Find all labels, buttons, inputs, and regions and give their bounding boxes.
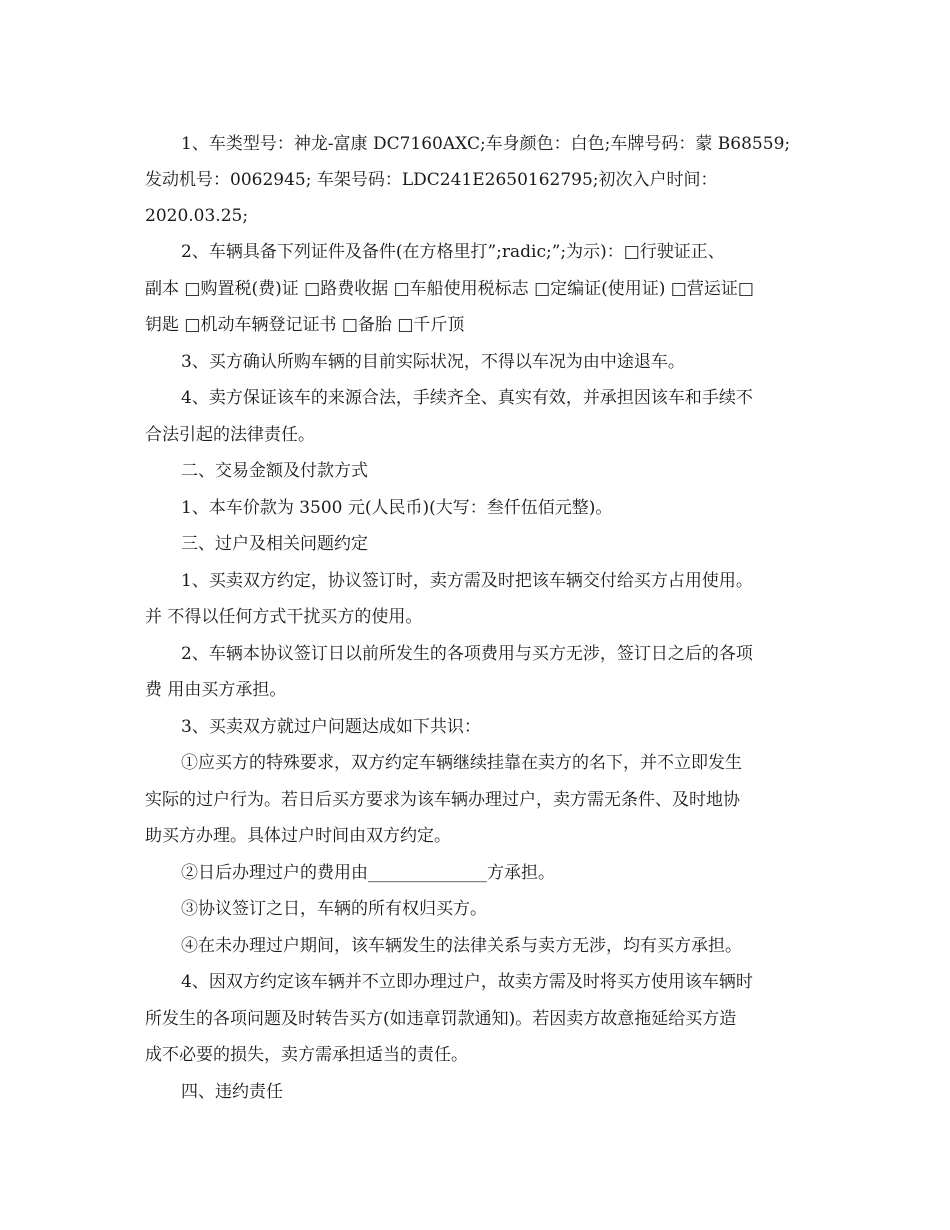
clause-buyer-confirmation: 3、买方确认所购车辆的目前实际状况，不得以车况为由中途退车。 <box>181 352 685 372</box>
clause-transfer-4-line-2: 所发生的各项问题及时转告买方(如违章罚款通知)。若因卖方故意拖延给买方造 <box>145 1009 737 1029</box>
clause-transfer-1-line-1: 1、买卖双方约定，协议签订时，卖方需及时把该车辆交付给买方占用使用。 <box>181 571 753 591</box>
consensus-item-3: ③协议签订之日，车辆的所有权归买方。 <box>181 899 487 919</box>
clause-transfer-2-line-2: 费 用由买方承担。 <box>145 680 287 700</box>
consensus-item-1-line-1: ①应买方的特殊要求，双方约定车辆继续挂靠在卖方的名下，并不立即发生 <box>181 753 742 773</box>
consensus-item-4: ④在未办理过户期间，该车辆发生的法律关系与卖方无涉，均有买方承担。 <box>181 936 742 956</box>
section-heading-transfer: 三、过户及相关问题约定 <box>181 534 368 554</box>
consensus-item-1-line-3: 助买方办理。具体过户时间由双方约定。 <box>145 826 451 846</box>
clause-price: 1、本车价款为 3500 元(人民币)(大写：叁仟伍佰元整)。 <box>181 498 613 518</box>
first-registration-date-line: 2020.03.25; <box>145 206 249 226</box>
engine-frame-number-line: 发动机号：0062945; 车架号码：LDC241E2650162795;初次入户时间： <box>145 170 718 190</box>
section-heading-liability: 四、违约责任 <box>181 1082 283 1102</box>
consensus-item-2: ②日后办理过户的费用由______________方承担。 <box>181 863 555 883</box>
documents-checklist-line-1: 2、车辆具备下列证件及备件(在方格里打”;radic;”;为示)：□行驶证正、 <box>181 242 725 262</box>
clause-seller-guarantee-line-1: 4、卖方保证该车的来源合法，手续齐全、真实有效，并承担因该车和手续不 <box>181 388 753 408</box>
clause-transfer-4-line-1: 4、因双方约定该车辆并不立即办理过户，故卖方需及时将买方使用该车辆时 <box>181 972 753 992</box>
clause-transfer-2-line-1: 2、车辆本协议签订日以前所发生的各项费用与买方无涉，签订日之后的各项 <box>181 644 753 664</box>
clause-transfer-3-heading: 3、买卖双方就过户问题达成如下共识： <box>181 717 481 737</box>
vehicle-model-line: 1、车类型号：神龙-富康 DC7160AXC;车身颜色：白色;车牌号码：蒙 B68559; <box>181 134 791 154</box>
clause-seller-guarantee-line-2: 合法引起的法律责任。 <box>145 425 315 445</box>
consensus-item-1-line-2: 实际的过户行为。若日后买方要求为该车辆办理过户，卖方需无条件、及时地协 <box>145 790 740 810</box>
documents-checklist-line-3: 钥匙 □机动车辆登记证书 □备胎 □千斤顶 <box>145 315 465 335</box>
clause-transfer-1-line-2: 并 不得以任何方式干扰买方的使用。 <box>145 607 423 627</box>
section-heading-payment: 二、交易金额及付款方式 <box>181 461 368 481</box>
clause-transfer-4-line-3: 成不必要的损失，卖方需承担适当的责任。 <box>145 1045 468 1065</box>
documents-checklist-line-2: 副本 □购置税(费)证 □路费收据 □车船使用税标志 □定编证(使用证) □营运证□ <box>145 279 754 299</box>
